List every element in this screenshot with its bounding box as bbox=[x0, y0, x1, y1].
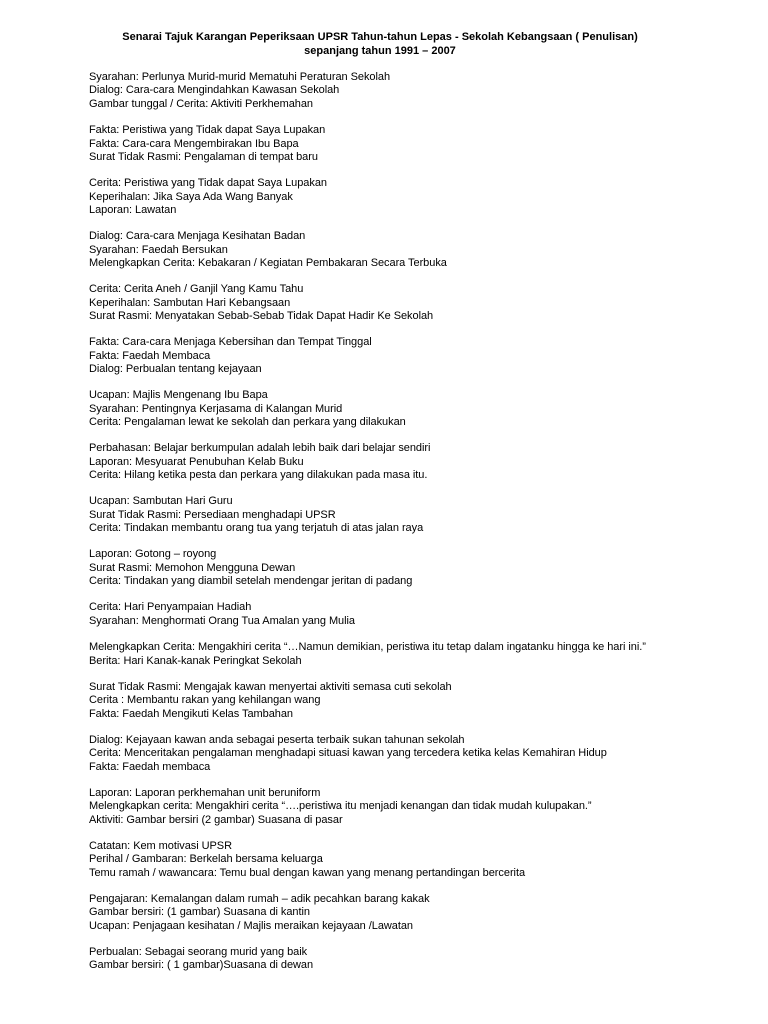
topic-line: Ucapan: Penjagaan kesihatan / Majlis meraikan kejayaan /Lawatan bbox=[89, 919, 413, 932]
topic-group bbox=[89, 177, 749, 217]
topic-group bbox=[89, 283, 749, 323]
topic-group bbox=[89, 840, 749, 880]
topic-line: Dialog: Cara-cara Menjaga Kesihatan Badan bbox=[89, 230, 306, 243]
topic-line: Perbahasan: Belajar berkumpulan adalah lebih baik dari belajar sendiri bbox=[89, 442, 431, 455]
topic-group bbox=[89, 124, 749, 164]
topic-line: Temu ramah / wawancara: Temu bual dengan kawan yang menang pertandingan bercerita bbox=[89, 866, 526, 879]
topic-group bbox=[89, 641, 749, 668]
topic-line: Ucapan: Sambutan Hari Guru bbox=[89, 495, 233, 508]
topic-group bbox=[89, 734, 749, 774]
topic-group bbox=[89, 336, 749, 376]
topic-line: Berita: Hari Kanak-kanak Peringkat Sekolah bbox=[89, 654, 302, 667]
essay-topic-list bbox=[89, 71, 749, 985]
topic-line: Dialog: Kejayaan kawan anda sebagai peserta terbaik sukan tahunan sekolah bbox=[89, 733, 465, 746]
topic-line: Cerita : Membantu rakan yang kehilangan wang bbox=[89, 694, 321, 707]
topic-line: Surat Tidak Rasmi: Pengalaman di tempat baru bbox=[89, 150, 318, 163]
topic-line: Surat Tidak Rasmi: Persediaan menghadapi UPSR bbox=[89, 508, 336, 521]
topic-line: Melengkapkan cerita: Mengakhiri cerita “….peristiwa itu menjadi kenangan dan tidak mudah kulupakan.” bbox=[89, 800, 592, 813]
topic-line: Laporan: Mesyuarat Penubuhan Kelab Buku bbox=[89, 455, 304, 468]
topic-group bbox=[89, 230, 749, 270]
topic-group bbox=[89, 71, 749, 111]
topic-group bbox=[89, 681, 749, 721]
topic-line: Dialog: Cara-cara Mengindahkan Kawasan Sekolah bbox=[89, 84, 340, 97]
topic-line: Perbualan: Sebagai seorang murid yang baik bbox=[89, 945, 308, 958]
topic-line: Gambar tunggal / Cerita: Aktiviti Perkhemahan bbox=[89, 97, 313, 110]
topic-line: Syarahan: Perlunya Murid-murid Mematuhi Peraturan Sekolah bbox=[89, 71, 391, 83]
document-title: Senarai Tajuk Karangan Peperiksaan UPSR Tahun-tahun Lepas - Sekolah Kebangsaan ( Penulisan) bbox=[122, 31, 638, 43]
topic-line: Fakta: Faedah Membaca bbox=[89, 349, 211, 362]
topic-group bbox=[89, 442, 749, 482]
topic-line: Ucapan: Majlis Mengenang Ibu Bapa bbox=[89, 389, 268, 402]
topic-line: Keperihalan: Sambutan Hari Kebangsaan bbox=[89, 296, 291, 309]
topic-line: Dialog: Perbualan tentang kejayaan bbox=[89, 363, 262, 376]
topic-line: Cerita: Tindakan membantu orang tua yang terjatuh di atas jalan raya bbox=[89, 522, 424, 535]
topic-group bbox=[89, 787, 749, 827]
topic-line: Cerita: Hari Penyampaian Hadiah bbox=[89, 601, 252, 614]
topic-line: Cerita: Menceritakan pengalaman menghadapi situasi kawan yang tercedera ketika kelas Kemahiran Hidup bbox=[89, 747, 607, 760]
topic-line: Surat Rasmi: Menyatakan Sebab-Sebab Tidak Dapat Hadir Ke Sekolah bbox=[89, 310, 434, 323]
document-subtitle: sepanjang tahun 1991 – 2007 bbox=[304, 45, 456, 57]
topic-line: Cerita: Hilang ketika pesta dan perkara yang dilakukan pada masa itu. bbox=[89, 469, 428, 482]
topic-group bbox=[89, 946, 749, 973]
topic-line: Syarahan: Pentingnya Kerjasama di Kalangan Murid bbox=[89, 402, 343, 415]
topic-line: Fakta: Cara-cara Mengembirakan Ibu Bapa bbox=[89, 137, 299, 150]
topic-line: Catatan: Kem motivasi UPSR bbox=[89, 839, 232, 852]
topic-line: Fakta: Faedah membaca bbox=[89, 760, 211, 773]
topic-line: Cerita: Pengalaman lewat ke sekolah dan perkara yang dilakukan bbox=[89, 416, 406, 429]
topic-line: Perihal / Gambaran: Berkelah bersama keluarga bbox=[89, 853, 323, 866]
topic-line: Surat Rasmi: Memohon Mengguna Dewan bbox=[89, 561, 296, 574]
topic-group bbox=[89, 548, 749, 588]
topic-line: Melengkapkan Cerita: Kebakaran / Kegiatan Pembakaran Secara Terbuka bbox=[89, 257, 447, 270]
topic-group bbox=[89, 601, 749, 628]
topic-line: Syarahan: Menghormati Orang Tua Amalan yang Mulia bbox=[89, 614, 355, 627]
topic-line: Gambar bersiri: ( 1 gambar)Suasana di dewan bbox=[89, 959, 314, 972]
topic-group bbox=[89, 389, 749, 429]
topic-line: Melengkapkan Cerita: Mengakhiri cerita “…Namun demikian, peristiwa itu tetap dalam ingatanku hingga ke hari ini.” bbox=[89, 641, 646, 654]
topic-line: Cerita: Peristiwa yang Tidak dapat Saya Lupakan bbox=[89, 177, 327, 190]
topic-line: Cerita: Cerita Aneh / Ganjil Yang Kamu Tahu bbox=[89, 283, 304, 296]
topic-line: Laporan: Lawatan bbox=[89, 204, 177, 216]
topic-line: Fakta: Faedah Mengikuti Kelas Tambahan bbox=[89, 707, 293, 720]
topic-line: Fakta: Peristiwa yang Tidak dapat Saya Lupakan bbox=[89, 124, 326, 137]
topic-line: Pengajaran: Kemalangan dalam rumah – adik pecahkan barang kakak bbox=[89, 892, 430, 905]
topic-line: Syarahan: Faedah Bersukan bbox=[89, 243, 228, 256]
topic-line: Laporan: Laporan perkhemahan unit beruniform bbox=[89, 786, 321, 799]
topic-group bbox=[89, 495, 749, 535]
topic-line: Fakta: Cara-cara Menjaga Kebersihan dan Tempat Tinggal bbox=[89, 336, 372, 349]
topic-line: Cerita: Tindakan yang diambil setelah mendengar jeritan di padang bbox=[89, 575, 413, 588]
topic-line: Laporan: Gotong – royong bbox=[89, 548, 217, 561]
topic-line: Keperihalan: Jika Saya Ada Wang Banyak bbox=[89, 190, 293, 203]
topic-group bbox=[89, 893, 749, 933]
topic-line: Gambar bersiri: (1 gambar) Suasana di kantin bbox=[89, 906, 310, 919]
topic-line: Surat Tidak Rasmi: Mengajak kawan menyertai aktiviti semasa cuti sekolah bbox=[89, 680, 452, 693]
topic-line: Aktiviti: Gambar bersiri (2 gambar) Suasana di pasar bbox=[89, 813, 343, 826]
